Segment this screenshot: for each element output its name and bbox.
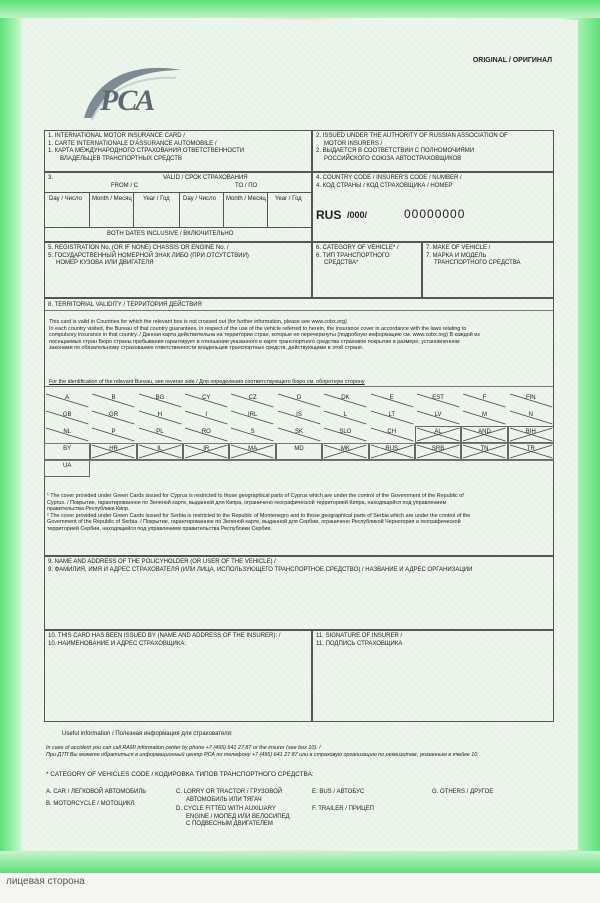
box-3-inclusive-note: BOTH DATES INCLUSIVE / ВКЛЮЧИТЕЛЬНО [107, 231, 234, 237]
country-l: L [343, 412, 348, 418]
country-md: MD [294, 446, 304, 452]
cross-out-mark-il [137, 443, 183, 460]
box-6-line: 6. CATEGORY OF VEHICLE* / [316, 245, 399, 251]
cross-out-mark-srb [415, 443, 461, 460]
cross-out-mark-rus [369, 443, 415, 460]
cross-out-mark-bih [508, 426, 554, 443]
country-i: I [205, 412, 208, 418]
country-slo: SLO [339, 429, 352, 435]
country-fin: FIN [525, 395, 536, 401]
box-11-signature [312, 630, 554, 722]
category-d-line: D. CYCLE FITTED WITH AUXILIARY [176, 806, 276, 812]
to-month-label: Month / Месяц [226, 196, 266, 202]
category-c-line: C. LORRY OR TRACTOR / ГРУЗОВОЙ [176, 789, 283, 795]
country-mk: MK [340, 446, 350, 452]
accident-info [46, 745, 479, 758]
box-3-from-label: FROM / С [111, 183, 138, 189]
cross-out-mark-pl [137, 426, 183, 443]
country-nl: NL [63, 429, 71, 435]
box-5-registration [44, 242, 312, 298]
box-8-text [49, 319, 549, 352]
category-e: E. BUS / АВТОБУС [312, 789, 365, 795]
cross-out-mark-tn [461, 443, 507, 460]
page-footer: лицевая сторона [6, 876, 85, 887]
cross-out-mark-d [276, 392, 322, 409]
cross-out-mark-cy [183, 392, 229, 409]
country-f: F [482, 395, 487, 401]
cross-out-mark-cz [229, 392, 275, 409]
cross-out-mark-fin [508, 392, 554, 409]
category-d-line: ENGINE / МОПЕД ИЛИ ВЕЛОСИПЕД [186, 813, 290, 820]
accident-line: При ДТП Вы можете обратиться в информационный центр РСА по телефону +7 (495) 641 27 87 или в страховую организацию по реквизитам, указанным в ячейке 10. [46, 751, 479, 758]
cross-out-mark-dk [322, 392, 368, 409]
box-1-line: 1. INTERNATIONAL MOTOR INSURANCE CARD / [48, 133, 185, 139]
country-is: IS [296, 412, 302, 418]
cross-out-mark-a [44, 392, 90, 409]
box-2-line: 2. ISSUED UNDER THE AUTHORITY OF RUSSIAN ASSOCIATION OF [316, 133, 508, 139]
category-b: B. MOTORCYCLE / МОТОЦИКЛ [46, 801, 135, 807]
cross-out-mark-sk [276, 426, 322, 443]
cross-out-mark-mk [322, 443, 368, 460]
cross-out-mark-and [461, 426, 507, 443]
box-3-to-label: TO / ПО [235, 183, 258, 189]
cross-out-mark-slo [322, 426, 368, 443]
category-d-line: С ПОДВЕСНЫМ ДВИГАТЕЛЕМ [186, 821, 273, 828]
cross-out-mark-e [369, 392, 415, 409]
box-9-line: 9. NAME AND ADDRESS OF THE POLICYHOLDER (OR USER OF THE VEHICLE) / [48, 559, 276, 565]
country-cz: CZ [248, 395, 257, 401]
box-6-category [312, 242, 422, 298]
box-6-line: 6. ТИП ТРАНСПОРТНОГО [316, 252, 390, 259]
cross-out-mark-tr [508, 443, 554, 460]
box-11-line: 11. ПОДПИСЬ СТРАХОВЩИКА [316, 640, 403, 647]
country-est: EST [432, 395, 444, 401]
box-2-authority [312, 130, 554, 172]
box-1-line: 1. КАРТА МЕЖДУНАРОДНОГО СТРАХОВАНИЯ ОТВЕТСТВЕННОСТИ [48, 148, 245, 155]
box-8-line: законами по обязательному страхованию ответственности владельцев транспортных средств, действующими в этой стране. [49, 345, 364, 352]
cross-out-mark-lt [369, 409, 415, 426]
cross-out-mark-m [461, 409, 507, 426]
cross-out-mark-al [415, 426, 461, 443]
country-il: IL [157, 446, 163, 452]
box-2-line: MOTOR INSURERS / [324, 140, 383, 147]
date-grid [45, 192, 311, 228]
note-line: ¹ The cover provided under Green Cards issued for Cyprus is restricted to those geographical parts of Cyprus which are under the control of the Government of the Republic of [47, 493, 464, 499]
country-ua: UA [63, 463, 72, 469]
from-day-label: Day / Число [49, 196, 82, 202]
country-dk: DK [341, 395, 350, 401]
cross-out-mark-b [90, 392, 136, 409]
country-ir: IR [203, 446, 210, 452]
category-d [176, 806, 290, 829]
country-a: A [65, 395, 70, 401]
box-8-line: compulsory insurance in that country. / Данная карта действительна на территории стран, которые не перечеркнуты (подробную информацию см. www.cobx.org) В каждой из [49, 332, 480, 339]
country-by: BY [63, 446, 72, 452]
box-8-line: In each country visited, the Bureau of that country guarantees, in respect of the use of the vehicle referred to herein, the insurance cover in accordance with the laws relating to [49, 325, 467, 332]
insurer-code: /000/ [347, 210, 368, 220]
grid-row-divider [44, 460, 554, 461]
country-ma: MA [248, 446, 258, 452]
category-f: F. TRAILER / ПРИЦЕП [312, 806, 374, 812]
country-ch: CH [387, 429, 397, 435]
country-srb: SRB [431, 446, 445, 452]
box-1-card-title [44, 130, 312, 172]
box-7-line: ТРАНСПОРТНОГО СРЕДСТВА [434, 260, 521, 267]
box-7-line: 7. MAKE OF VEHICLE / [426, 245, 491, 251]
cross-out-mark-i [183, 409, 229, 426]
country-and: AND [478, 429, 491, 435]
useful-info-title: Useful information / Полезная информация для страхователя: [62, 731, 233, 737]
cross-out-mark-gb [44, 409, 90, 426]
country-pl: PL [156, 429, 164, 435]
box-10-line: 10. НАИМЕНОВАНИЕ И АДРЕС СТРАХОВЩИКА: [48, 640, 186, 647]
box-1-line: ВЛАДЕЛЬЦЕВ ТРАНСПОРТНЫХ СРЕДСТВ [60, 155, 182, 162]
cross-out-mark-hr [90, 443, 136, 460]
cross-out-mark-gr [90, 409, 136, 426]
box-3-title: VALID / СРОК СТРАХОВАНИЯ [163, 175, 248, 181]
country-h: H [157, 412, 163, 418]
box-5-line: 5. REGISTRATION No. (OR IF NONE) CHASSIS OR ENGINE No. / [48, 245, 229, 251]
cross-out-mark-p [90, 426, 136, 443]
country-hr: HR [109, 446, 118, 452]
country-m: M [481, 412, 487, 418]
cross-out-mark-ro [183, 426, 229, 443]
box-3-validity [44, 172, 312, 242]
country-s: S [250, 429, 255, 435]
box-10-insurer [44, 630, 312, 722]
territory-notes [47, 493, 552, 533]
country-bih: BIH [525, 429, 536, 435]
note-line: правительства Республики Кипр. [47, 506, 130, 513]
cross-out-mark-ir [183, 443, 229, 460]
note-line: Cyprus. / Покрытие, гарантированное по Зеленой карте, выданной для Кипра, ограничено географической территорией Кипра, находящейся под управлением [47, 499, 447, 506]
box-6-line: СРЕДСТВА* [324, 260, 359, 267]
country-al: AL [434, 429, 442, 435]
country-rus: RUS [385, 446, 399, 452]
cross-out-mark-s [229, 426, 275, 443]
box-5-line: НОМЕР КУЗОВА ИЛИ ДВИГАТЕЛЯ [56, 260, 154, 267]
box-4-title: 4. COUNTRY CODE / INSURER'S CODE / NUMBER / [316, 175, 462, 181]
country-lv: LV [434, 412, 442, 418]
cross-out-mark-irl [229, 409, 275, 426]
country-p: P [111, 429, 116, 435]
logo-text: РСА [100, 84, 155, 117]
country-gb: GB [62, 412, 72, 418]
category-a: A. CAR / ЛЕГКОВОЙ АВТОМОБИЛЬ [46, 789, 147, 795]
cross-out-mark-h [137, 409, 183, 426]
category-g: G. OTHERS / ДРУГОЕ [432, 789, 494, 795]
cross-out-mark-est [415, 392, 461, 409]
box-2-line: 2. ВЫДАЕТСЯ В СООТВЕТСТВИИ С ПОЛНОМОЧИЯМИ [316, 148, 475, 155]
rsa-logo [66, 58, 186, 124]
box-1-line: 1. CARTE INTERNATIONALE D'ASSURANCE AUTOMOBILE / [48, 140, 217, 147]
cross-out-mark-ma [229, 443, 275, 460]
original-label: ORIGINAL / ОРИГИНАЛ [472, 57, 552, 64]
country-gr: GR [109, 412, 119, 418]
country-irl: IRL [247, 412, 258, 418]
country-ro: RO [201, 429, 211, 435]
from-month-label: Month / Месяц [92, 196, 132, 202]
note-line: Government of the Republic of Serbia. / Покрытие, гарантированное по Зеленой карте, выданной для Сербии, ограничено Республикой Черногория и географической [47, 519, 461, 526]
country-cy: CY [202, 395, 211, 401]
note-line: территорией Сербии, находящейся под управлением правительства Республики Сербия. [47, 525, 272, 532]
country-b: B [111, 395, 116, 401]
box-7-line: 7. МАРКА И МОДЕЛЬ [426, 252, 487, 259]
cross-out-mark-ch [369, 426, 415, 443]
category-c-line: АВТОМОБИЛЬ ИЛИ ТЯГАЧ [186, 796, 262, 803]
box-5-line: 5. ГОСУДАРСТВЕННЫЙ НОМЕРНОЙ ЗНАК ЛИБО (ПРИ ОТСУТСТВИИ) [48, 252, 249, 259]
box-8-title: 8. TERRITORIAL VALIDITY / ТЕРРИТОРИЯ ДЕЙСТВИЯ [48, 302, 202, 308]
categories-title: * CATEGORY OF VEHICLES CODE / КОДИРОВКА ТИПОВ ТРАНСПОРТНОГО СРЕДСТВА: [46, 771, 314, 778]
box-10-line: 10. THIS CARD HAS BEEN ISSUED BY (NAME AND ADDRESS OF THE INSURER): / [48, 633, 281, 639]
country-sk: SK [294, 429, 303, 435]
cross-out-mark-bg [137, 392, 183, 409]
box-9-line: 9. ФАМИЛИЯ, ИМЯ И АДРЕС СТРАХОВАТЕЛЯ (ИЛИ ЛИЦА, ИСПОЛЬЗУЮЩЕГО ТРАНСПОРТНОЕ СРЕДСТВО) / НАЗВАНИЕ И АДРЕС ОРГАНИЗАЦИИ [48, 566, 473, 573]
country-tn: TN [480, 446, 489, 452]
country-e: E [389, 395, 394, 401]
to-day-label: Day / Число [183, 196, 216, 202]
country-n: N [528, 412, 533, 418]
box-2-line: РОССИЙСКОГО СОЮЗА АВТОСТРАХОВЩИКОВ [324, 155, 462, 162]
box-3-number: 3. [48, 175, 54, 181]
box-8-line: This card is valid in Countries for which the relevant box is not crossed out (for further information, please see www.cobx.org) [49, 319, 347, 325]
card-number: 00000000 [404, 207, 466, 221]
bureau-note: For the identification of the relevant Bureau, see reverse side / Для определения соответствующего бюро см. оборотную сторону [49, 379, 365, 385]
grid-row-divider [44, 443, 554, 444]
category-c [176, 789, 282, 804]
cross-out-mark-nl [44, 426, 90, 443]
to-year-label: Year / Год [275, 196, 302, 202]
cross-out-mark-l [322, 409, 368, 426]
from-year-label: Year / Год [143, 196, 170, 202]
cross-out-mark-lv [415, 409, 461, 426]
accident-line: In case of accident you can call RAMI information center by phone +7 (495) 641 27 87 or the insurer (see box 10). / [46, 745, 321, 751]
note-line: ² The cover provided under Green Cards issued for Serbia is restricted to the Republic of Montenegro and to those geographical parts of Serbia which are under the control of the [47, 512, 471, 519]
box-4-title-ru: 4. КОД СТРАНЫ / КОД СТРАХОВЩИКА / НОМЕР [316, 182, 453, 189]
country-d: D [296, 395, 302, 401]
cross-out-mark-n [508, 409, 554, 426]
country-grid [44, 390, 554, 490]
country-tr: TR [526, 446, 535, 452]
country-bg: BG [155, 395, 165, 401]
box-8-line: посещаемых стран Бюро страны пребывания гарантирует в отношении указанного в карте транспортного средства страховое покрытие в размере, установленном [49, 338, 460, 345]
box-9-policyholder [44, 556, 554, 630]
country-lt: LT [388, 412, 395, 418]
box-7-make [422, 242, 554, 298]
box-11-line: 11. SIGNATURE OF INSURER / [316, 633, 403, 639]
cross-out-mark-f [461, 392, 507, 409]
cross-out-mark-is [276, 409, 322, 426]
country-code: RUS [316, 208, 342, 222]
